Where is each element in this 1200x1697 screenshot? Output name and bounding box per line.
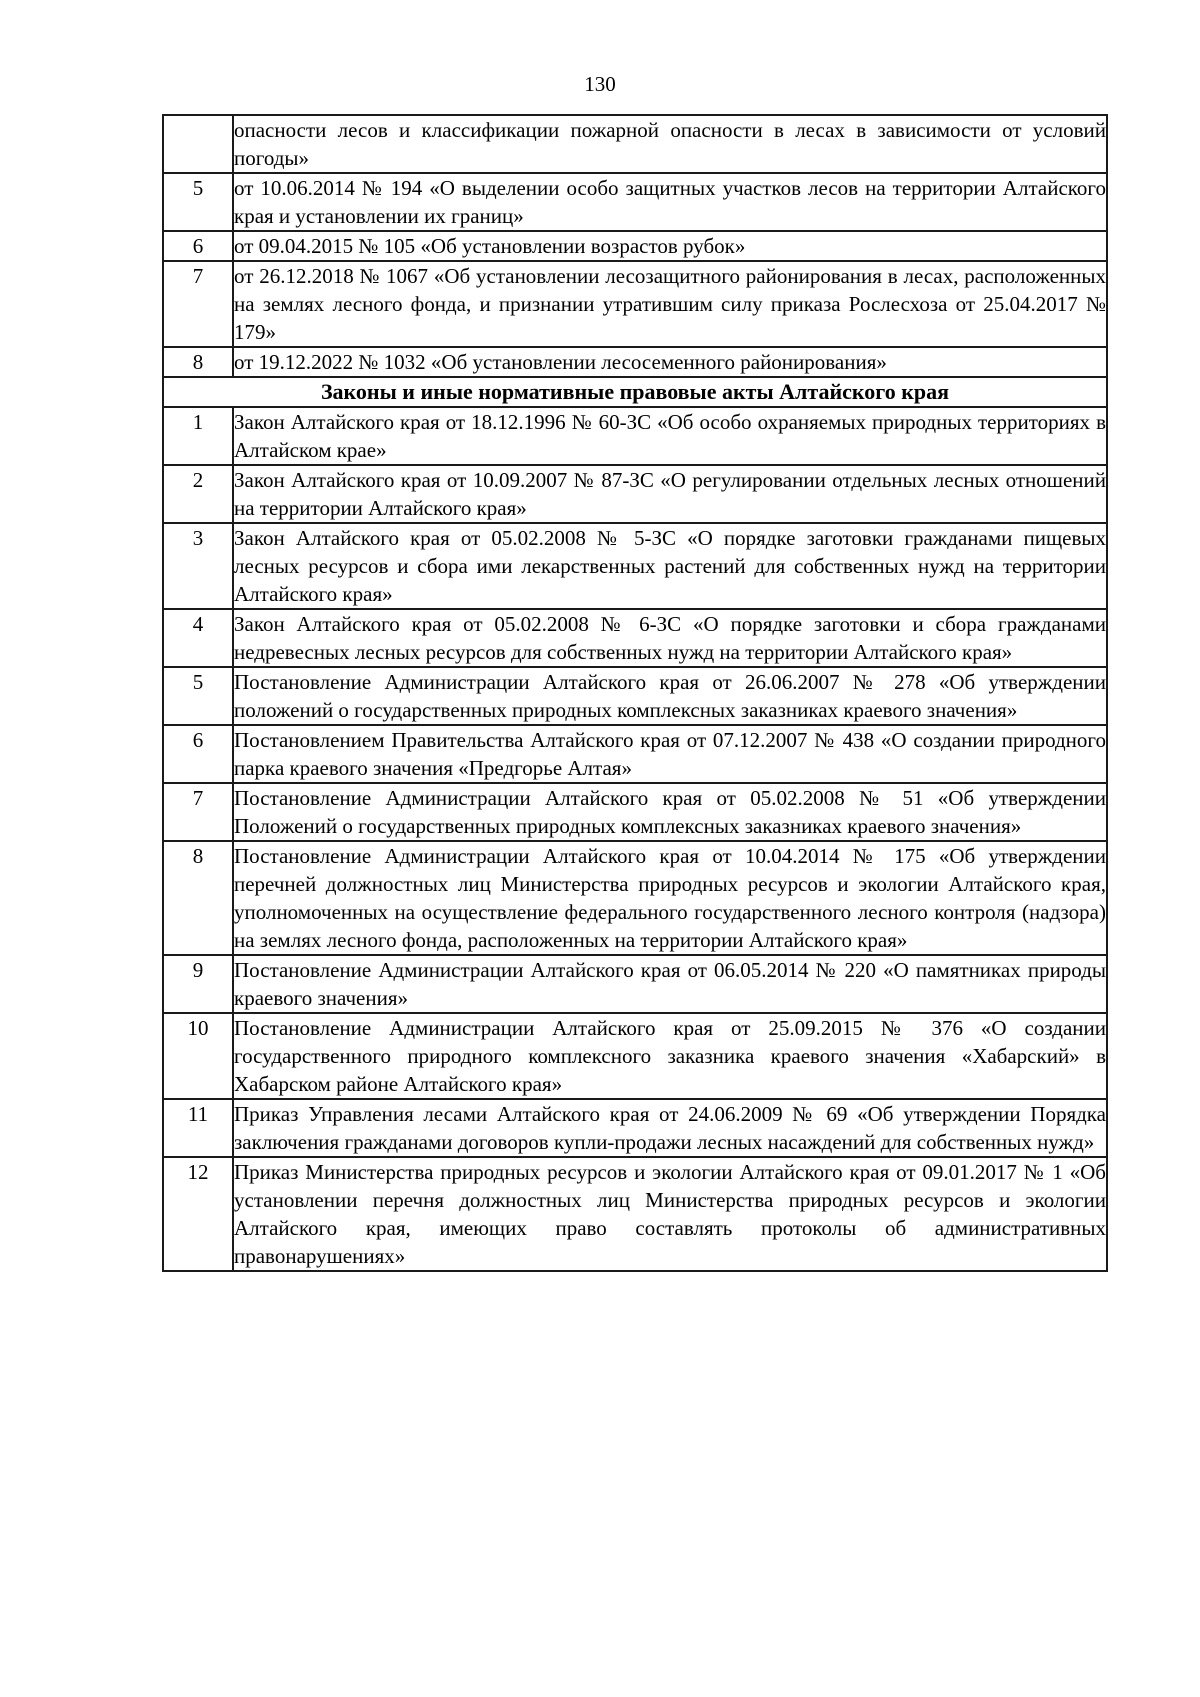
row-number: 7 (163, 783, 233, 841)
table-row (163, 841, 1107, 955)
row-text: Постановление Администрации Алтайского края от 10.04.2014 № 175 «Об утверждении перечней должностных лиц Министерства природных ресурсов и экологии Алтайского края, уполномоченных на осуществление федерального государственного лесного контроля (надзора) на землях лесного фонда, расположенных на территории Алтайского края» (233, 841, 1107, 955)
table-row (163, 347, 1107, 377)
row-number: 12 (163, 1157, 233, 1271)
row-number: 11 (163, 1099, 233, 1157)
row-text: Закон Алтайского края от 05.02.2008 № 6-ЗС «О порядке заготовки и сбора гражданами недревесных лесных ресурсов для собственных нужд на территории Алтайского края» (233, 609, 1107, 667)
table-row (163, 231, 1107, 261)
table-row (163, 783, 1107, 841)
row-number: 2 (163, 465, 233, 523)
row-text: Закон Алтайского края от 05.02.2008 № 5-ЗС «О порядке заготовки гражданами пищевых лесных ресурсов и сбора ими лекарственных растений для собственных нужд на территории Алтайского края» (233, 523, 1107, 609)
legal-acts-table (162, 114, 1108, 1272)
row-text: от 09.04.2015 № 105 «Об установлении возрастов рубок» (233, 231, 1107, 261)
table-row (163, 173, 1107, 231)
row-text: Приказ Управления лесами Алтайского края от 24.06.2009 № 69 «Об утверждении Порядка заключения гражданами договоров купли-продажи лесных насаждений для собственных нужд» (233, 1099, 1107, 1157)
table-row (163, 407, 1107, 465)
row-text: Закон Алтайского края от 10.09.2007 № 87-ЗС «О регулировании отдельных лесных отношений на территории Алтайского края» (233, 465, 1107, 523)
row-number: 7 (163, 261, 233, 347)
row-text: Закон Алтайского края от 18.12.1996 № 60-ЗС «Об особо охраняемых природных территориях в Алтайском крае» (233, 407, 1107, 465)
row-number: 4 (163, 609, 233, 667)
row-text: Приказ Министерства природных ресурсов и экологии Алтайского края от 09.01.2017 № 1 «Об установлении перечня должностных лиц Министерства природных ресурсов и экологии Алтайского края, имеющих право составлять протоколы об административных правонарушениях» (233, 1157, 1107, 1271)
row-number: 1 (163, 407, 233, 465)
row-number (163, 115, 233, 173)
row-text: от 19.12.2022 № 1032 «Об установлении лесосеменного районирования» (233, 347, 1107, 377)
row-text: от 26.12.2018 № 1067 «Об установлении лесозащитного районирования в лесах, расположенных на землях лесного фонда, и признании утратившим силу приказа Рослесхоза от 25.04.2017 № 179» (233, 261, 1107, 347)
row-number: 5 (163, 667, 233, 725)
row-number: 10 (163, 1013, 233, 1099)
row-text: Постановление Администрации Алтайского края от 05.02.2008 № 51 «Об утверждении Положений о государственных природных комплексных заказниках краевого значения» (233, 783, 1107, 841)
row-number: 9 (163, 955, 233, 1013)
row-number: 5 (163, 173, 233, 231)
row-text: Постановление Администрации Алтайского края от 26.06.2007 № 278 «Об утверждении положений о государственных природных комплексных заказниках краевого значения» (233, 667, 1107, 725)
row-number: 8 (163, 347, 233, 377)
table-row (163, 667, 1107, 725)
table-row (163, 1157, 1107, 1271)
table-row (163, 523, 1107, 609)
table-row (163, 725, 1107, 783)
row-text: от 10.06.2014 № 194 «О выделении особо защитных участков лесов на территории Алтайского края и установлении их границ» (233, 173, 1107, 231)
table-row (163, 609, 1107, 667)
row-number: 6 (163, 725, 233, 783)
page-number: 130 (584, 72, 616, 96)
row-text: Постановление Администрации Алтайского края от 25.09.2015 № 376 «О создании государственного природного комплексного заказника краевого значения «Хабарский» в Хабарском районе Алтайского края» (233, 1013, 1107, 1099)
row-text: Постановлением Правительства Алтайского края от 07.12.2007 № 438 «О создании природного парка краевого значения «Предгорье Алтая» (233, 725, 1107, 783)
row-number: 6 (163, 231, 233, 261)
row-number: 8 (163, 841, 233, 955)
row-number: 3 (163, 523, 233, 609)
table-row (163, 1099, 1107, 1157)
table-row (163, 261, 1107, 347)
table-row (163, 115, 1107, 173)
row-text: Постановление Администрации Алтайского края от 06.05.2014 № 220 «О памятниках природы краевого значения» (233, 955, 1107, 1013)
section-heading-row (163, 377, 1107, 407)
table-row (163, 1013, 1107, 1099)
table-row (163, 465, 1107, 523)
table-row (163, 955, 1107, 1013)
row-text: опасности лесов и классификации пожарной опасности в лесах в зависимости от условий погоды» (233, 115, 1107, 173)
section-heading: Законы и иные нормативные правовые акты Алтайского края (163, 377, 1107, 407)
